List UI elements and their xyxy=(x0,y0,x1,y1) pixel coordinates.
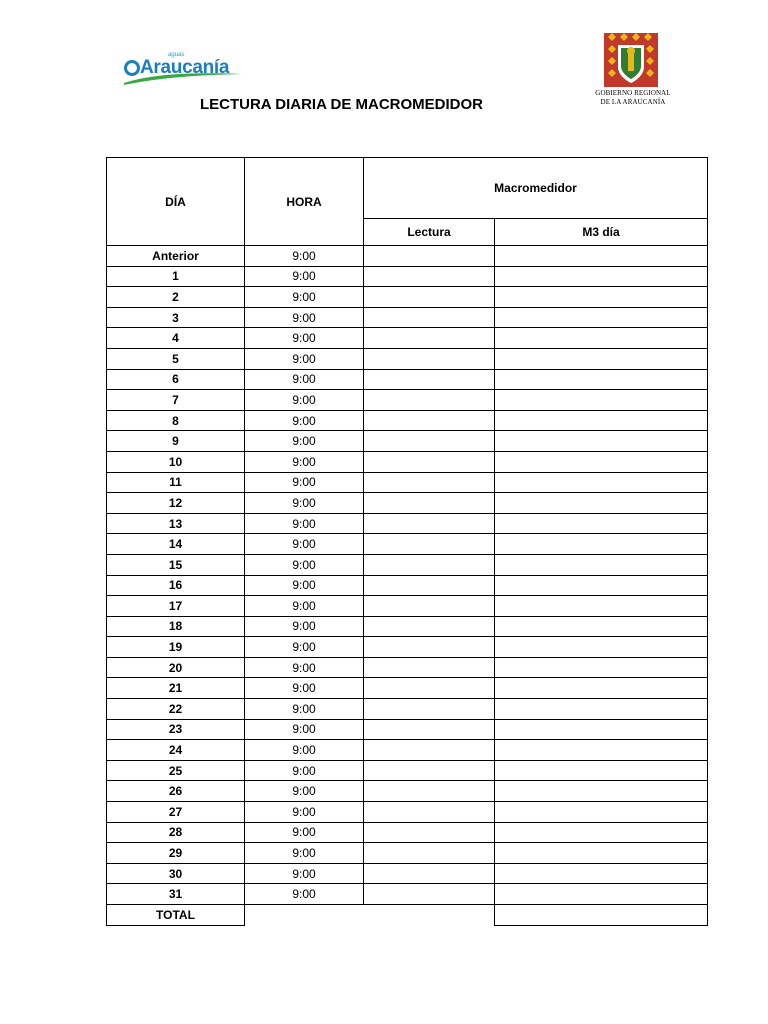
table-row xyxy=(107,410,708,431)
readings-table xyxy=(106,157,708,926)
cell-lectura[interactable] xyxy=(364,451,495,472)
cell-lectura[interactable] xyxy=(364,390,495,411)
cell-hora: 9:00 xyxy=(245,266,364,287)
cell-hora: 9:00 xyxy=(245,307,364,328)
cell-lectura[interactable] xyxy=(364,554,495,575)
cell-hora: 9:00 xyxy=(245,740,364,761)
cell-lectura[interactable] xyxy=(364,534,495,555)
cell-hora: 9:00 xyxy=(245,657,364,678)
cell-m3-dia[interactable] xyxy=(495,802,708,823)
cell-lectura[interactable] xyxy=(364,637,495,658)
cell-dia: 8 xyxy=(107,410,245,431)
table-row xyxy=(107,472,708,493)
cell-m3-dia[interactable] xyxy=(495,575,708,596)
cell-m3-dia[interactable] xyxy=(495,493,708,514)
cell-lectura[interactable] xyxy=(364,740,495,761)
cell-lectura[interactable] xyxy=(364,884,495,905)
cell-hora: 9:00 xyxy=(245,287,364,308)
cell-lectura[interactable] xyxy=(364,678,495,699)
cell-dia: 20 xyxy=(107,657,245,678)
cell-dia: 14 xyxy=(107,534,245,555)
table-row xyxy=(107,431,708,452)
total-label: TOTAL xyxy=(107,905,245,926)
cell-m3-dia[interactable] xyxy=(495,554,708,575)
table-row xyxy=(107,266,708,287)
cell-m3-dia[interactable] xyxy=(495,740,708,761)
cell-hora: 9:00 xyxy=(245,802,364,823)
cell-lectura[interactable] xyxy=(364,596,495,617)
cell-dia: 9 xyxy=(107,431,245,452)
cell-hora: 9:00 xyxy=(245,246,364,267)
cell-hora: 9:00 xyxy=(245,390,364,411)
cell-hora: 9:00 xyxy=(245,328,364,349)
cell-m3-dia[interactable] xyxy=(495,266,708,287)
cell-hora: 9:00 xyxy=(245,472,364,493)
cell-lectura[interactable] xyxy=(364,493,495,514)
cell-dia: 18 xyxy=(107,616,245,637)
cell-m3-dia[interactable] xyxy=(495,699,708,720)
logo-name: Araucanía xyxy=(140,57,230,78)
cell-dia: Anterior xyxy=(107,246,245,267)
cell-dia: 24 xyxy=(107,740,245,761)
cell-lectura[interactable] xyxy=(364,781,495,802)
cell-lectura[interactable] xyxy=(364,760,495,781)
cell-m3-dia[interactable] xyxy=(495,348,708,369)
cell-lectura[interactable] xyxy=(364,616,495,637)
cell-m3-dia[interactable] xyxy=(495,328,708,349)
cell-m3-dia[interactable] xyxy=(495,760,708,781)
cell-dia: 15 xyxy=(107,554,245,575)
table-row xyxy=(107,596,708,617)
regional-crest-icon xyxy=(604,33,658,87)
cell-lectura[interactable] xyxy=(364,699,495,720)
table-row xyxy=(107,287,708,308)
logo-line2: DE LA ARAUCANÍA xyxy=(600,98,666,106)
total-row xyxy=(107,905,708,926)
cell-m3-dia[interactable] xyxy=(495,678,708,699)
cell-hora: 9:00 xyxy=(245,431,364,452)
cell-hora: 9:00 xyxy=(245,616,364,637)
cell-dia: 5 xyxy=(107,348,245,369)
table-row xyxy=(107,616,708,637)
table-row xyxy=(107,451,708,472)
table-row xyxy=(107,843,708,864)
cell-dia: 31 xyxy=(107,884,245,905)
cell-m3-dia[interactable] xyxy=(495,534,708,555)
cell-hora: 9:00 xyxy=(245,760,364,781)
cell-dia: 4 xyxy=(107,328,245,349)
cell-dia: 29 xyxy=(107,843,245,864)
table-row xyxy=(107,369,708,390)
table-row xyxy=(107,554,708,575)
cell-lectura[interactable] xyxy=(364,307,495,328)
table-row xyxy=(107,740,708,761)
cell-lectura[interactable] xyxy=(364,246,495,267)
cell-hora: 9:00 xyxy=(245,554,364,575)
cell-hora: 9:00 xyxy=(245,699,364,720)
cell-m3-dia[interactable] xyxy=(495,369,708,390)
cell-lectura[interactable] xyxy=(364,348,495,369)
cell-lectura[interactable] xyxy=(364,843,495,864)
cell-lectura[interactable] xyxy=(364,369,495,390)
cell-dia: 17 xyxy=(107,596,245,617)
cell-dia: 28 xyxy=(107,822,245,843)
cell-m3-dia[interactable] xyxy=(495,719,708,740)
cell-dia: 19 xyxy=(107,637,245,658)
cell-dia: 7 xyxy=(107,390,245,411)
cell-dia: 3 xyxy=(107,307,245,328)
cell-dia: 25 xyxy=(107,760,245,781)
cell-dia: 1 xyxy=(107,266,245,287)
cell-m3-dia[interactable] xyxy=(495,307,708,328)
cell-m3-dia[interactable] xyxy=(495,390,708,411)
table-row xyxy=(107,760,708,781)
cell-lectura[interactable] xyxy=(364,719,495,740)
table-row xyxy=(107,246,708,267)
cell-lectura[interactable] xyxy=(364,328,495,349)
total-m3-cell[interactable] xyxy=(495,905,708,926)
cell-lectura[interactable] xyxy=(364,863,495,884)
cell-dia: 26 xyxy=(107,781,245,802)
cell-hora: 9:00 xyxy=(245,348,364,369)
cell-lectura[interactable] xyxy=(364,431,495,452)
cell-dia: 23 xyxy=(107,719,245,740)
cell-hora: 9:00 xyxy=(245,637,364,658)
table-row xyxy=(107,719,708,740)
cell-dia: 11 xyxy=(107,472,245,493)
header-dia: DÍA xyxy=(107,158,245,246)
table-row xyxy=(107,637,708,658)
header-hora: HORA xyxy=(245,158,364,246)
cell-hora: 9:00 xyxy=(245,843,364,864)
cell-m3-dia[interactable] xyxy=(495,781,708,802)
cell-hora: 9:00 xyxy=(245,822,364,843)
cell-m3-dia[interactable] xyxy=(495,287,708,308)
cell-m3-dia[interactable] xyxy=(495,616,708,637)
cell-dia: 22 xyxy=(107,699,245,720)
cell-m3-dia[interactable] xyxy=(495,410,708,431)
table-row xyxy=(107,884,708,905)
header-m3-dia: M3 día xyxy=(495,219,708,246)
cell-hora: 9:00 xyxy=(245,678,364,699)
cell-m3-dia[interactable] xyxy=(495,451,708,472)
cell-hora: 9:00 xyxy=(245,781,364,802)
document-title-text: LECTURA DIARIA DE MACROMEDIDOR xyxy=(199,96,484,113)
cell-dia: 27 xyxy=(107,802,245,823)
cell-lectura[interactable] xyxy=(364,657,495,678)
cell-m3-dia[interactable] xyxy=(495,822,708,843)
cell-hora: 9:00 xyxy=(245,451,364,472)
cell-hora: 9:00 xyxy=(245,513,364,534)
table-row xyxy=(107,822,708,843)
table-row xyxy=(107,534,708,555)
cell-lectura[interactable] xyxy=(364,575,495,596)
cell-dia: 13 xyxy=(107,513,245,534)
cell-dia: 16 xyxy=(107,575,245,596)
cell-m3-dia[interactable] xyxy=(495,884,708,905)
table-row xyxy=(107,657,708,678)
cell-dia: 2 xyxy=(107,287,245,308)
cell-hora: 9:00 xyxy=(245,369,364,390)
cell-dia: 6 xyxy=(107,369,245,390)
cell-m3-dia[interactable] xyxy=(495,513,708,534)
cell-hora: 9:00 xyxy=(245,410,364,431)
cell-m3-dia[interactable] xyxy=(495,431,708,452)
cell-m3-dia[interactable] xyxy=(495,657,708,678)
cell-lectura[interactable] xyxy=(364,513,495,534)
header-macromedidor: Macromedidor xyxy=(364,158,708,219)
table-row xyxy=(107,390,708,411)
table-row xyxy=(107,699,708,720)
table-row xyxy=(107,348,708,369)
cell-lectura[interactable] xyxy=(364,472,495,493)
table-row xyxy=(107,678,708,699)
table-row xyxy=(107,863,708,884)
cell-m3-dia[interactable] xyxy=(495,863,708,884)
aguas-araucania-logo xyxy=(122,52,247,88)
cell-dia: 10 xyxy=(107,451,245,472)
table-row xyxy=(107,493,708,514)
cell-lectura[interactable] xyxy=(364,822,495,843)
header-lectura: Lectura xyxy=(364,219,495,246)
document-title xyxy=(0,96,683,113)
cell-dia: 30 xyxy=(107,863,245,884)
total-empty-area xyxy=(245,905,495,926)
table-row xyxy=(107,513,708,534)
cell-m3-dia[interactable] xyxy=(495,637,708,658)
cell-dia: 12 xyxy=(107,493,245,514)
cell-hora: 9:00 xyxy=(245,493,364,514)
cell-dia: 21 xyxy=(107,678,245,699)
table-row xyxy=(107,781,708,802)
cell-hora: 9:00 xyxy=(245,575,364,596)
cell-m3-dia[interactable] xyxy=(495,472,708,493)
cell-m3-dia[interactable] xyxy=(495,596,708,617)
logo-line1: GOBIERNO REGIONAL xyxy=(595,89,671,97)
table-row xyxy=(107,802,708,823)
cell-lectura[interactable] xyxy=(364,802,495,823)
cell-hora: 9:00 xyxy=(245,534,364,555)
cell-m3-dia[interactable] xyxy=(495,246,708,267)
cell-lectura[interactable] xyxy=(364,266,495,287)
cell-m3-dia[interactable] xyxy=(495,843,708,864)
logo-small-text: aguas xyxy=(168,52,185,58)
cell-hora: 9:00 xyxy=(245,884,364,905)
table-row xyxy=(107,328,708,349)
table-row xyxy=(107,307,708,328)
table-row xyxy=(107,575,708,596)
cell-hora: 9:00 xyxy=(245,596,364,617)
cell-hora: 9:00 xyxy=(245,719,364,740)
cell-hora: 9:00 xyxy=(245,863,364,884)
cell-lectura[interactable] xyxy=(364,287,495,308)
cell-lectura[interactable] xyxy=(364,410,495,431)
